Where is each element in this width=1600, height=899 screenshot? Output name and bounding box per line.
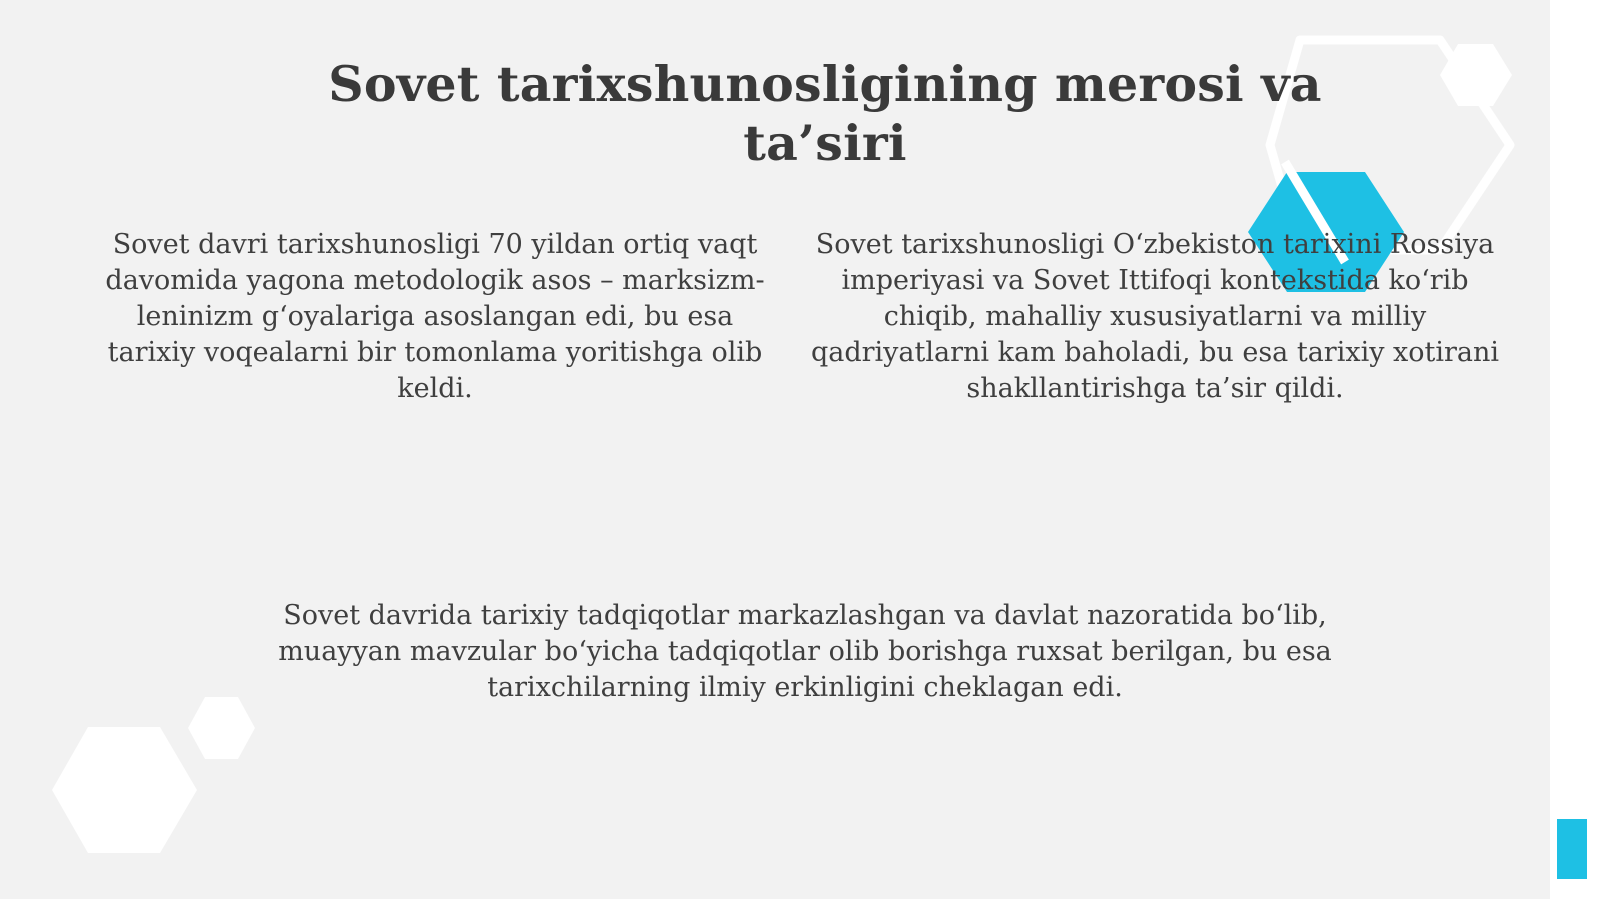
hexagon-medium-white-decoration [188, 697, 255, 759]
paragraph-left: Sovet davri tarixshunosligi 70 yildan ortiq vaqt davomida yagona metodologik asos – marksizm-leninizm g‘oyalariga asoslangan edi, bu esa tarixiy voqealarni bir tomonlama yoritishga olib keldi. [105, 229, 765, 404]
window-edge-strip [1550, 0, 1600, 899]
hexagon-large-white-decoration [52, 727, 197, 853]
accent-bar [1557, 819, 1587, 879]
paragraph-right: Sovet tarixshunosligi O‘zbekiston tarixini Rossiya imperiyasi va Sovet Ittifoqi kontekstida ko‘rib chiqib, mahalliy xususiyatlarni va milliy qadriyatlarni kam baholadi, bu esa tarixiy xotirani shakllantirishga ta’sir qildi. [810, 229, 1500, 404]
slide-title: Sovet tarixshunosligining merosi va ta’siri [328, 55, 1322, 172]
paragraph-bottom: Sovet davrida tarixiy tadqiqotlar markazlashgan va davlat nazoratida bo‘lib, muayyan mavzular bo‘yicha tadqiqotlar olib borishga ruxsat berilgan, bu esa tarixchilarning ilmiy erkinligini cheklagan edi. [278, 600, 1332, 703]
